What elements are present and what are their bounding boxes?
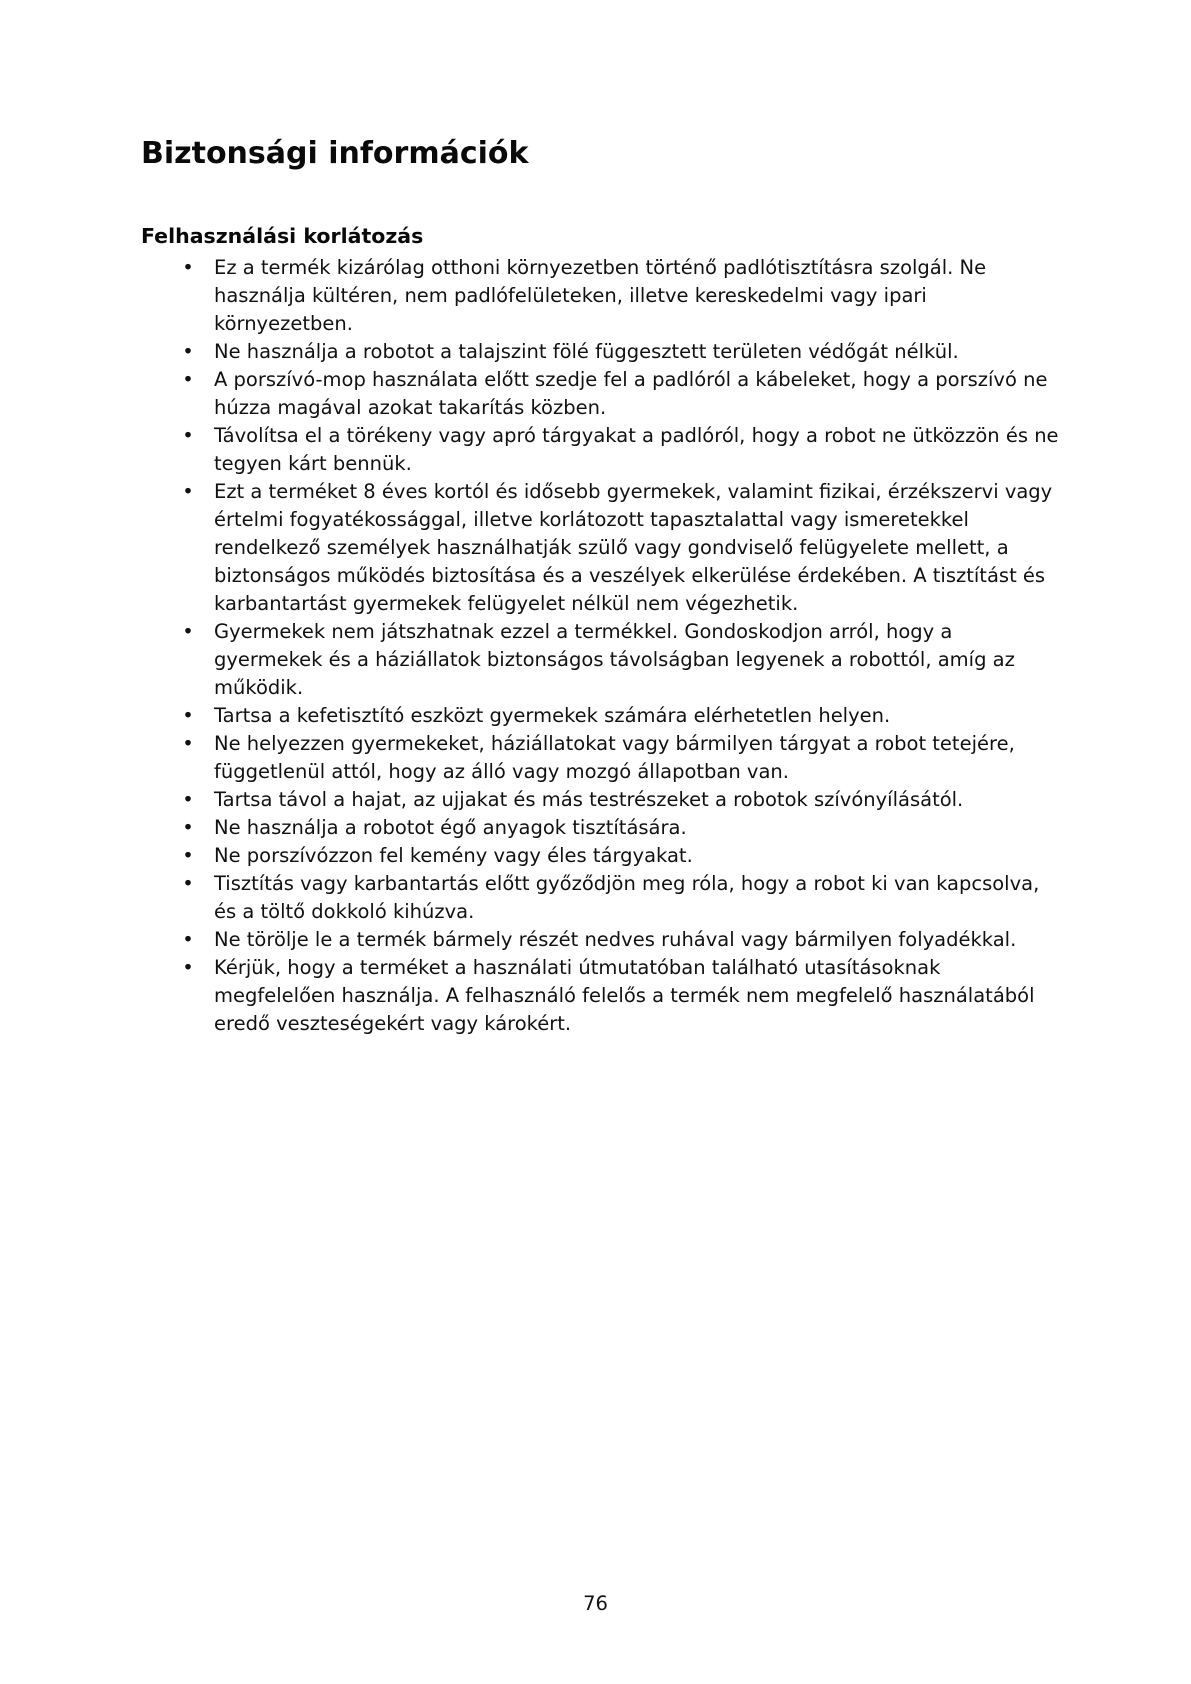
list-item — [141, 478, 1061, 618]
bullet-icon: • — [182, 872, 194, 895]
list-item — [141, 254, 1061, 338]
list-item — [141, 814, 1061, 842]
list-item — [141, 366, 1061, 422]
list-item-text: Ne törölje le a termék bármely részét nedves ruhával vagy bármilyen folyadékkal. — [214, 928, 1017, 951]
list-item — [141, 954, 1061, 1038]
bullet-icon: • — [182, 844, 194, 867]
bullet-icon: • — [182, 256, 194, 279]
list-item-text: Tartsa távol a hajat, az ujjakat és más testrészeket a robotok szívónyílásától. — [214, 788, 964, 811]
list-item — [141, 618, 1061, 702]
bullet-icon: • — [182, 340, 194, 363]
list-item — [141, 842, 1061, 870]
bullet-icon: • — [182, 480, 194, 503]
bullet-icon: • — [182, 816, 194, 839]
bullet-icon: • — [182, 788, 194, 811]
list-item — [141, 870, 1061, 926]
list-item — [141, 926, 1061, 954]
list-item-text: Tartsa a kefetisztító eszközt gyermekek számára elérhetetlen helyen. — [214, 704, 891, 727]
bullet-icon: • — [182, 368, 194, 391]
list-item — [141, 422, 1061, 478]
list-item — [141, 338, 1061, 366]
list-item-text: Távolítsa el a törékeny vagy apró tárgyakat a padlóról, hogy a robot ne ütközzön és ne tegyen kárt bennük. — [214, 424, 1059, 475]
list-item — [141, 730, 1061, 786]
list-item — [141, 702, 1061, 730]
bullet-icon: • — [182, 620, 194, 643]
list-item-text: Ne használja a robotot a talajszint fölé függesztett területen védőgát nélkül. — [214, 340, 959, 363]
list-item-text: Tisztítás vagy karbantartás előtt győződjön meg róla, hogy a robot ki van kapcsolva, és a töltő dokkoló kihúzva. — [214, 872, 1040, 923]
list-item — [141, 786, 1061, 814]
list-item-text: Ez a termék kizárólag otthoni környezetben történő padlótisztításra szolgál. Ne használja kültéren, nem padlófelületeken, illetve kereskedelmi vagy ipari környezetben. — [214, 256, 987, 335]
page-number: 76 — [583, 1592, 608, 1615]
bullet-list — [141, 254, 1061, 1038]
list-item-text: Gyermekek nem játszhatnak ezzel a termékkel. Gondoskodjon arról, hogy a gyermekek és a háziállatok biztonságos távolságban legyenek a robottól, amíg az működik. — [214, 620, 1015, 699]
list-item-text: A porszívó-mop használata előtt szedje fel a padlóról a kábeleket, hogy a porszívó ne húzza magával azokat takarítás közben. — [214, 368, 1048, 419]
bullet-icon: • — [182, 732, 194, 755]
section-title: Felhasználási korlátozás — [141, 224, 424, 248]
page-title: Biztonsági információk — [141, 136, 529, 171]
bullet-icon: • — [182, 956, 194, 979]
list-item-text: Ezt a terméket 8 éves kortól és idősebb gyermekek, valamint fizikai, érzékszervi vagy értelmi fogyatékossággal, illetve korlátozott tapasztalattal vagy ismeretekkel rendelkező személyek használhatják szülő vagy gondviselő felügyelete mellett, a biztonságos működés biztosítása és a veszélyek elkerülése érdekében. A tisztítást és karbantartást gyermekek felügyelet nélkül nem végezhetik. — [214, 480, 1053, 615]
bullet-icon: • — [182, 928, 194, 951]
list-item-text: Ne porszívózzon fel kemény vagy éles tárgyakat. — [214, 844, 693, 867]
list-item-text: Kérjük, hogy a terméket a használati útmutatóban található utasításoknak megfelelően használja. A felhasználó felelős a termék nem megfelelő használatából eredő veszteségekért vagy károkért. — [214, 956, 1035, 1035]
list-item-text: Ne helyezzen gyermekeket, háziállatokat vagy bármilyen tárgyat a robot tetejére, függetlenül attól, hogy az álló vagy mozgó állapotban van. — [214, 732, 1015, 783]
bullet-icon: • — [182, 424, 194, 447]
list-item-text: Ne használja a robotot égő anyagok tisztítására. — [214, 816, 687, 839]
bullet-icon: • — [182, 704, 194, 727]
